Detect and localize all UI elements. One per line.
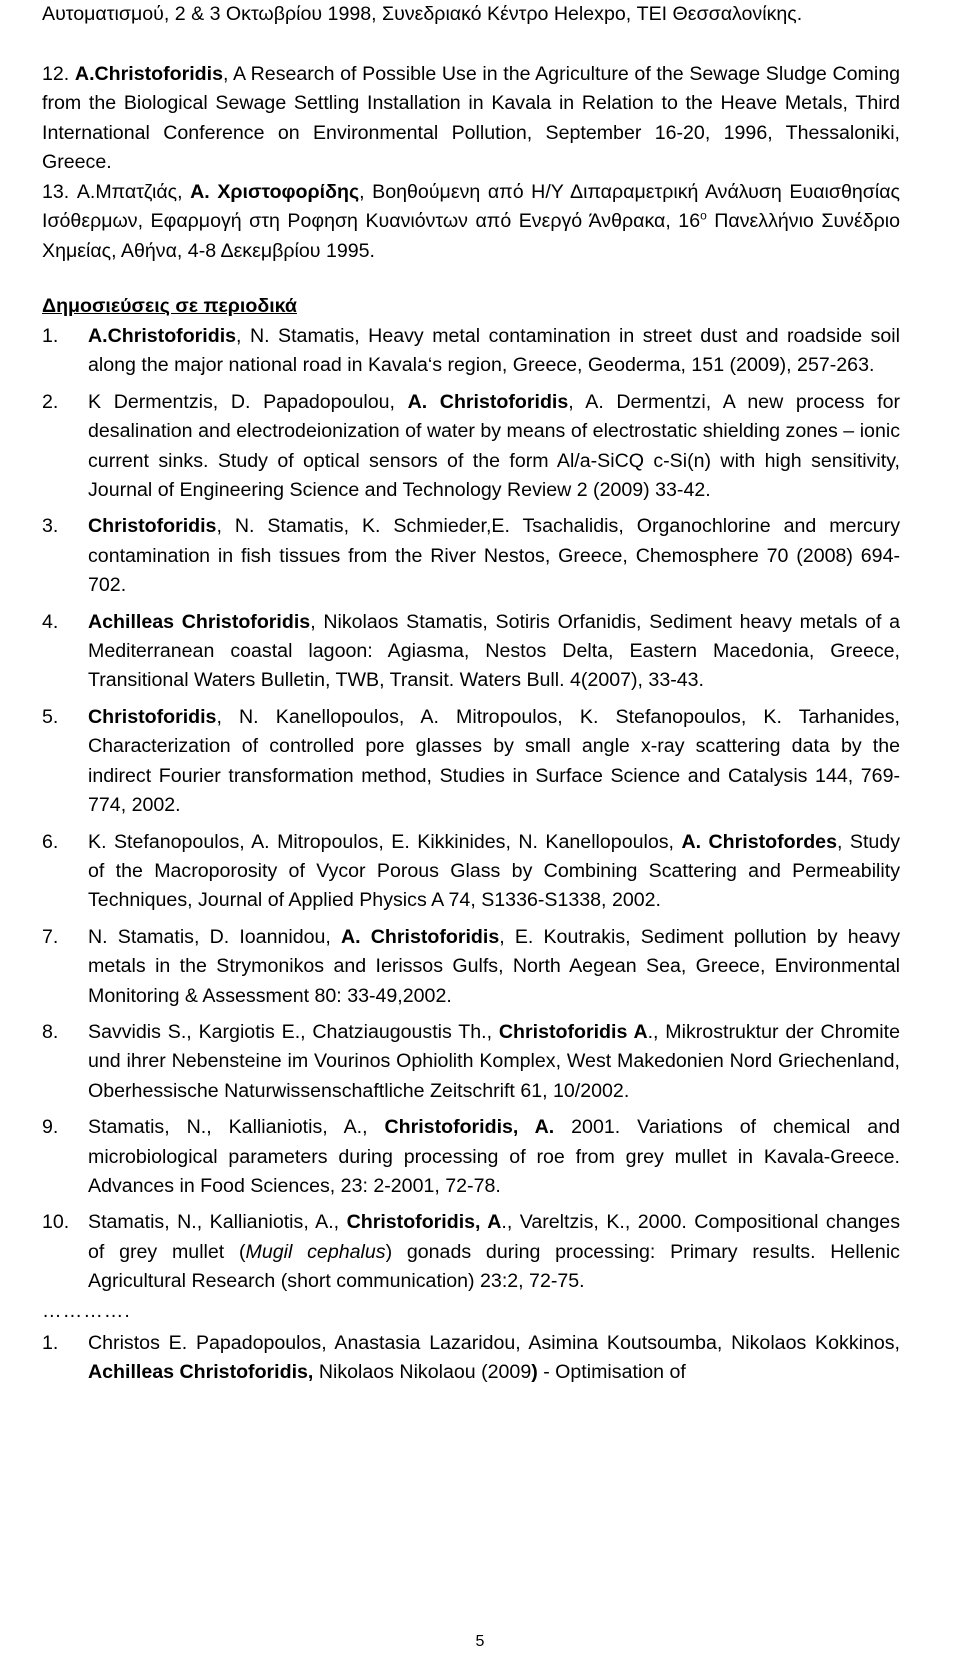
- reference-entry: [42, 828, 900, 916]
- bold-paren: ): [531, 1361, 538, 1384]
- reference-text: , N. Kanellopoulos, A. Mitropoulos, K. Stefanopoulos, K. Tarhanides, Characterization of controlled pore glasses by small angle x-ray scattering data by the indirect Fourier transformation method, Studies in Surface Science and Catalysis 144, 769-774, 2002.: [88, 705, 900, 817]
- reference-authors: Stamatis, N., Kallianiotis, A.,: [88, 1211, 347, 1234]
- continuation-line: Αυτοματισμού, 2 & 3 Οκτωβρίου 1998, Συνεδριακό Κέντρο Helexpo, ΤΕΙ Θεσσαλονίκης.: [42, 3, 803, 25]
- reference-text: ) gonads during processing: Primary results. Hellenic Agricultural Research (short communication) 23:2, 72-75.: [88, 1240, 900, 1293]
- species-name-italic: Mugil cephalus: [245, 1240, 386, 1263]
- page-number: 5: [475, 1633, 485, 1650]
- reference-authors: Α.Μπατζιάς,: [76, 181, 191, 203]
- reference-author-bold: Α. Χριστοφορίδης: [190, 181, 360, 203]
- reference-author-bold: Christoforidis A: [498, 1020, 648, 1043]
- superscript: ο: [700, 208, 707, 223]
- reference-entry: [42, 1113, 900, 1201]
- reference-number: 2.: [42, 390, 59, 413]
- reference-entry: [42, 1329, 900, 1388]
- reference-authors: Savvidis S., Kargiotis E., Chatziaugoustis Th.,: [88, 1020, 499, 1043]
- reference-number: 6.: [42, 830, 59, 853]
- continuation-text: [42, 0, 900, 29]
- reference-entry: [42, 608, 900, 696]
- reference-text: - Optimisation of: [537, 1361, 686, 1384]
- reference-author-bold: A. Christoforidis: [341, 925, 500, 948]
- reference-number: 3.: [42, 515, 59, 538]
- reference-entry: [42, 60, 900, 178]
- reference-author-bold: A. Christoforidis: [407, 390, 569, 413]
- reference-authors: Christos E. Papadopoulos, Anastasia Lazaridou, Asimina Koutsoumba, Nikolaos Kokkinos,: [88, 1332, 900, 1354]
- reference-text: Nikolaos Nikolaou (2009: [313, 1361, 532, 1384]
- reference-entry: [42, 512, 900, 600]
- ellipsis-separator: ………….: [42, 1299, 131, 1322]
- reference-entry: [42, 322, 900, 381]
- reference-text: Πανελλήνιο Συνέδριο Χημείας, Αθήνα, 4-8 Δεκεμβρίου 1995.: [42, 210, 900, 262]
- reference-text: , A. Dermentzi, A new process for desalination and electrodeionization of water by means of electrostatic shielding zones – ionic current sinks. Study of optical sensors of the form Al/a-SiCQ c-Si(n) with high sensitivity, Journal of Engineering Science and Technology Review 2 (2009) 33-42.: [88, 390, 901, 502]
- reference-author-bold: Christoforidis: [88, 515, 217, 538]
- reference-number: 1.: [42, 325, 59, 347]
- reference-entry: [42, 178, 900, 266]
- reference-author-bold: A.Christoforidis: [88, 325, 237, 347]
- reference-author-bold: A. Christofordes: [681, 830, 837, 853]
- reference-number: 7.: [42, 925, 59, 948]
- section-heading: Δημοσιεύσεις σε περιοδικά: [42, 295, 297, 317]
- reference-author-bold: Christoforidis: [88, 705, 217, 728]
- journal-list: [42, 322, 900, 1388]
- reference-entry: [42, 703, 900, 821]
- reference-text: , Study of the Macroporosity of Vycor Porous Glass by Combining Scattering and Permeability Techniques, Journal of Applied Physics A 74, S1336-S1338, 2002.: [88, 830, 901, 912]
- reference-author-bold: A.Christoforidis: [74, 63, 223, 85]
- reference-number: 8.: [42, 1020, 59, 1043]
- reference-number: 12.: [42, 63, 70, 85]
- reference-entry: [42, 1018, 900, 1106]
- reference-text: , N. Stamatis, K. Schmieder,E. Tsachalidis, Organochlorine and mercury contamination in fish tissues from the River Nestos, Greece, Chemosphere 70 (2008) 694-702.: [88, 515, 900, 597]
- reference-text: , Βοηθούμενη από Η/Υ Διπαραμετρική Ανάλυση Ευαισθησίας Ισόθερμων, Εφαρμογή στη Ροφηση Κυανιόντων από Ενεργό Άνθρακα, 16: [42, 181, 900, 233]
- reference-author-bold: Achilleas Christoforidis,: [88, 1361, 314, 1384]
- reference-authors: K Dermentzis, D. Papadopoulou,: [88, 390, 408, 413]
- reference-text: , N. Stamatis, Heavy metal contamination in street dust and roadside soil along the major national road in Kavala‘s region, Greece, Geoderma, 151 (2009), 257-263.: [88, 325, 900, 377]
- reference-entry: [42, 388, 900, 506]
- reference-authors: Stamatis, N., Kallianiotis, A.,: [88, 1116, 385, 1139]
- reference-number: 1.: [42, 1332, 59, 1354]
- reference-author-bold: Christoforidis, A: [346, 1211, 502, 1234]
- reference-text: , A Research of Possible Use in the Agriculture of the Sewage Sludge Coming from the Biological Sewage Settling Installation in Kavala in Relation to the Heave Metals, Third International Conference on Environmental Pollution, September 16-20, 1996, Thessaloniki, Greece.: [42, 63, 900, 174]
- reference-entry: [42, 923, 900, 1011]
- reference-text: , E. Koutrakis, Sediment pollution by heavy metals in the Strymonikos and Ierissos Gulfs, North Aegean Sea, Greece, Environmental Monitoring & Assessment 80: 33-49,2002.: [88, 925, 900, 1007]
- reference-authors: N. Stamatis, D. Ioannidou,: [88, 925, 342, 948]
- reference-text: , Nikolaos Stamatis, Sotiris Orfanidis, Sediment heavy metals of a Mediterranean coastal lagoon: Agiasma, Nestos Delta, Eastern Macedonia, Greece, Transitional Waters Bulletin, TWB, Transit. Waters Bull. 4(2007), 33-43.: [88, 610, 900, 692]
- reference-number: 5.: [42, 705, 59, 728]
- reference-text: 2001. Variations of chemical and microbiological parameters during processing of roe from grey mullet in Kavala-Greece. Advances in Food Sciences, 23: 2-2001, 72-78.: [88, 1116, 900, 1197]
- reference-number: 4.: [42, 610, 59, 633]
- reference-text: ., Mikrostruktur der Chromite und ihrer Nebensteine im Vourinos Ophiolith Komplex, West Makedonien Nord Griechenland, Oberhessische Naturwissenschaftliche Zeitschrift 61, 10/2002.: [88, 1020, 900, 1102]
- reference-number: 9.: [42, 1116, 59, 1139]
- reference-author-bold: Christoforidis, A.: [384, 1116, 555, 1139]
- reference-entry: [42, 1208, 900, 1296]
- reference-author-bold: Achilleas Christoforidis: [88, 610, 311, 633]
- reference-text: ., Vareltzis, K., 2000. Compositional changes of grey mullet (: [88, 1211, 900, 1263]
- reference-authors: K. Stefanopoulos, A. Mitropoulos, E. Kikkinides, N. Kanellopoulos,: [88, 830, 682, 853]
- reference-number: 10.: [42, 1211, 70, 1234]
- reference-number: 13.: [42, 181, 70, 203]
